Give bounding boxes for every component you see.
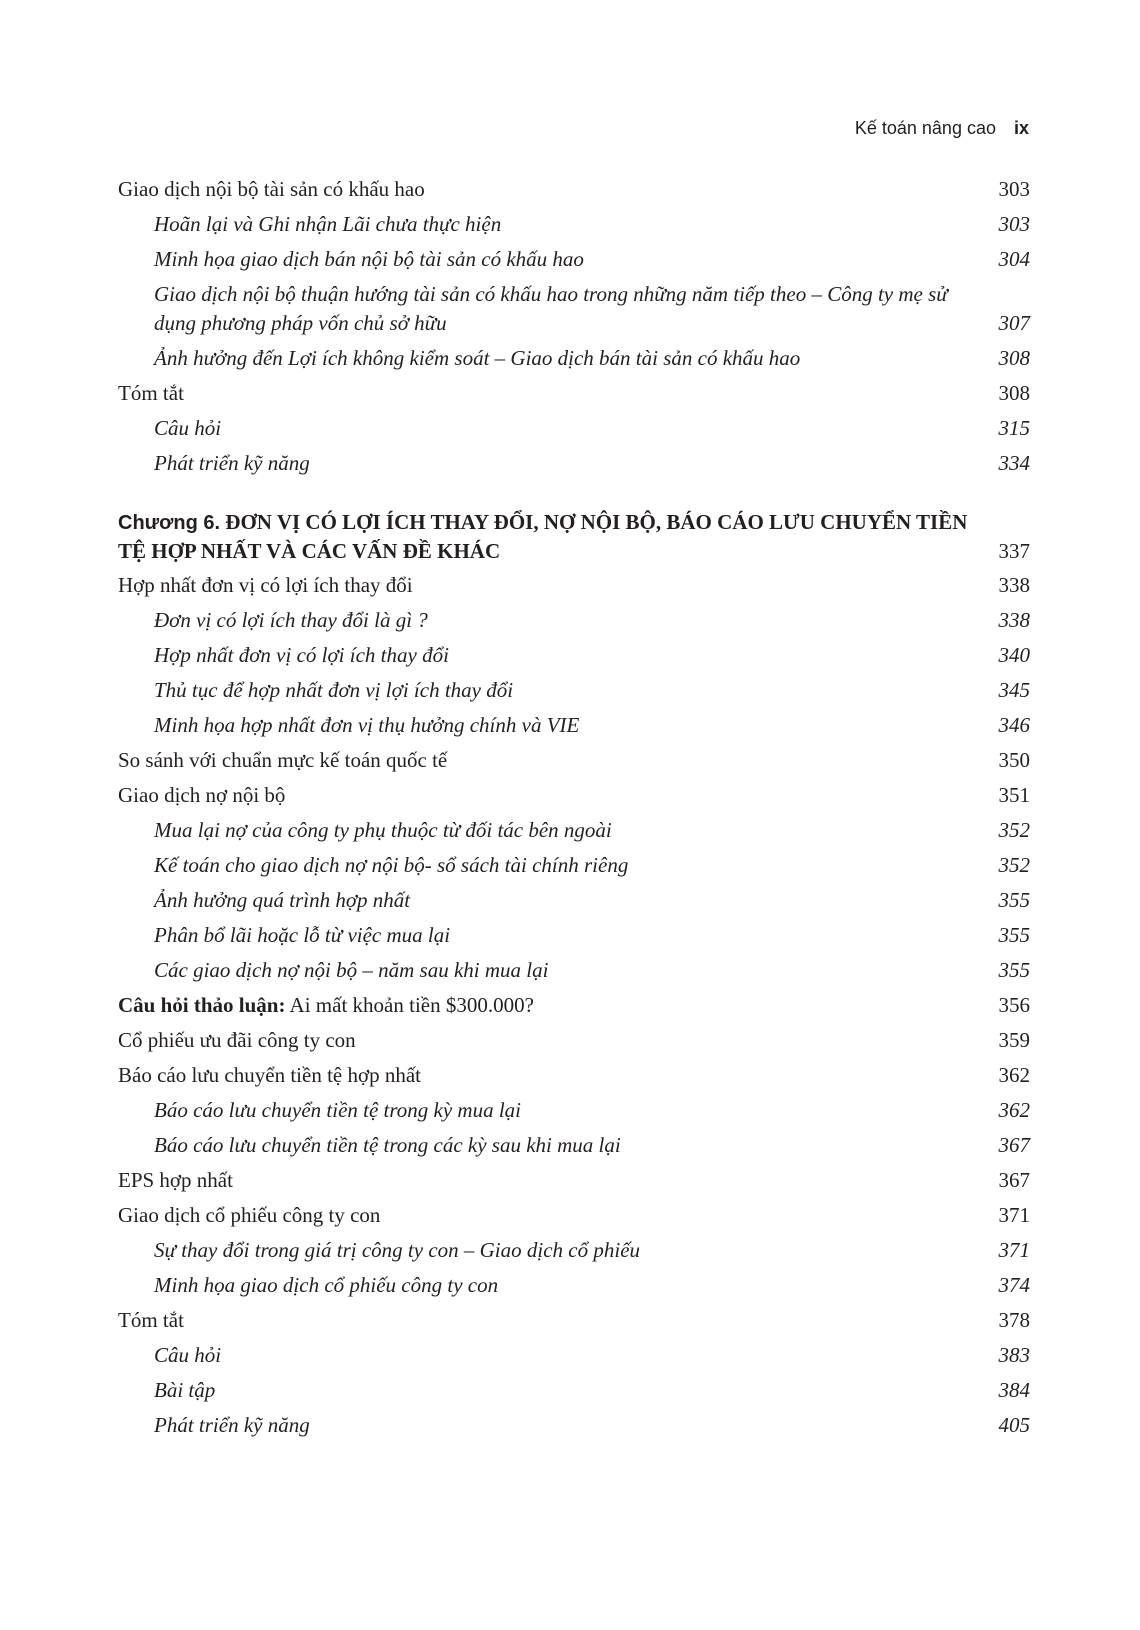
toc-entry-label: Câu hỏi [154,1343,222,1367]
toc-entry[interactable] [118,280,1030,338]
toc-section-continued [118,175,1030,478]
toc-entry-page-number: 338 [998,608,1030,632]
chapter-page-number: 337 [998,539,1030,563]
toc-entry[interactable] [118,1341,1030,1370]
toc-entry-page-number: 355 [998,958,1030,982]
toc-entry-label: Phát triển kỹ năng [154,451,310,475]
toc-entry[interactable] [118,711,1030,740]
toc-entry-label: Giao dịch nợ nội bộ [118,783,286,807]
toc-entry-page-number: 346 [998,713,1030,737]
toc-entry-label: Câu hỏi [154,416,222,440]
toc-entry-label: Báo cáo lưu chuyển tiền tệ trong các kỳ sau khi mua lại [154,1133,621,1157]
toc-entry-page-number: 371 [998,1238,1030,1262]
toc-entry-page-number: 351 [998,783,1030,807]
toc-entry-page-number: 303 [998,212,1030,236]
toc-entry[interactable] [118,210,1030,239]
toc-entry-bold-prefix: Câu hỏi thảo luận: [118,993,286,1017]
toc-entry[interactable] [118,641,1030,670]
toc-entry-page-number: 338 [998,573,1030,597]
toc-entry[interactable] [118,781,1030,810]
toc-entry[interactable] [118,816,1030,845]
table-of-contents [118,175,1030,1446]
book-title: Kế toán nâng cao [854,118,996,138]
toc-entry-label: So sánh với chuẩn mực kế toán quốc tế [118,748,448,772]
toc-entry-page-number: 367 [998,1133,1030,1157]
toc-entry[interactable] [118,1166,1030,1195]
toc-entry-label: Các giao dịch nợ nội bộ – năm sau khi mua lại [154,958,549,982]
toc-entry-page-number: 383 [998,1343,1030,1367]
toc-entry[interactable] [118,921,1030,950]
toc-entry[interactable] [118,1201,1030,1230]
toc-entry-page-number: 303 [998,177,1030,201]
toc-entry-page-number: 352 [998,853,1030,877]
toc-entry-page-number: 308 [998,381,1030,405]
toc-entry[interactable] [118,175,1030,204]
chapter-title [118,508,999,565]
toc-entry-label: Hoãn lại và Ghi nhận Lãi chưa thực hiện [154,212,502,236]
toc-entry[interactable] [118,1131,1030,1160]
toc-entry-page-number: 352 [998,818,1030,842]
toc-entry[interactable] [118,746,1030,775]
toc-entry[interactable] [118,886,1030,915]
toc-entry-label: Phát triển kỹ năng [154,1413,310,1437]
toc-entry-page-number: 362 [998,1098,1030,1122]
toc-entry-page-number: 371 [998,1203,1030,1227]
toc-chapter-entries [118,571,1030,1440]
toc-entry-page-number: 345 [998,678,1030,702]
toc-entry[interactable] [118,606,1030,635]
toc-entry-label: Minh họa giao dịch bán nội bộ tài sản có khấu hao [154,247,584,271]
toc-entry-label: Bài tập [154,1378,216,1402]
toc-entry-page-number: 367 [998,1168,1030,1192]
toc-entry-label: Sự thay đổi trong giá trị công ty con – Giao dịch cổ phiếu [154,1238,641,1262]
toc-entry[interactable] [118,245,1030,274]
page-number: ix [1013,118,1029,138]
toc-entry[interactable] [118,1096,1030,1125]
toc-entry[interactable] [118,1306,1030,1335]
toc-entry-label: Đơn vị có lợi ích thay đổi là gì ? [154,608,428,632]
toc-entry[interactable] [118,414,1030,443]
running-header [855,116,1029,140]
toc-entry[interactable] [118,449,1030,478]
toc-entry-label: Minh họa giao dịch cổ phiếu công ty con [154,1273,499,1297]
toc-entry-label: Thủ tục để hợp nhất đơn vị lợi ích thay đổi [154,678,514,702]
chapter-heading[interactable] [118,508,1030,565]
toc-entry-page-number: 356 [998,993,1030,1017]
toc-entry[interactable] [118,1271,1030,1300]
toc-entry-label: Hợp nhất đơn vị có lợi ích thay đổi [154,643,449,667]
toc-entry-label: Mua lại nợ của công ty phụ thuộc từ đối tác bên ngoài [154,818,612,842]
toc-entry-label: Minh họa hợp nhất đơn vị thụ hưởng chính và VIE [154,713,580,737]
toc-entry-label: Phân bổ lãi hoặc lỗ từ việc mua lại [154,923,451,947]
toc-entry[interactable] [118,379,1030,408]
toc-entry-label: Kế toán cho giao dịch nợ nội bộ- sổ sách tài chính riêng [154,853,629,877]
toc-entry-page-number: 355 [998,923,1030,947]
toc-entry-label: Báo cáo lưu chuyển tiền tệ hợp nhất [118,1063,421,1087]
toc-entry-label: Giao dịch nội bộ thuận hướng tài sản có khấu hao trong những năm tiếp theo – Công ty mẹ sử dụng phương pháp vốn chủ sở hữu [154,282,948,335]
toc-entry-page-number: 362 [998,1063,1030,1087]
toc-entry[interactable] [118,956,1030,985]
toc-entry-page-number: 355 [998,888,1030,912]
toc-entry-page-number: 378 [998,1308,1030,1332]
toc-entry-page-number: 359 [998,1028,1030,1052]
toc-entry[interactable] [118,344,1030,373]
toc-entry-label: Ảnh hưởng đến Lợi ích không kiểm soát – Giao dịch bán tài sản có khấu hao [154,346,801,370]
chapter-name: ĐƠN VỊ CÓ LỢI ÍCH THAY ĐỔI, NỢ NỘI BỘ, BÁO CÁO LƯU CHUYỂN TIỀN TỆ HỢP NHẤT VÀ CÁC VẤN ĐỀ KHÁC [118,510,968,563]
toc-entry-page-number: 384 [998,1378,1030,1402]
toc-entry[interactable] [118,851,1030,880]
toc-entry[interactable] [118,991,1030,1020]
toc-entry-label: Câu hỏi thảo luận: Ai mất khoản tiền $300.000? [118,993,534,1017]
toc-entry[interactable] [118,676,1030,705]
toc-entry-page-number: 340 [998,643,1030,667]
toc-entry-page-number: 334 [998,451,1030,475]
toc-entry-label: Cổ phiếu ưu đãi công ty con [118,1028,356,1052]
toc-entry-page-number: 374 [998,1273,1030,1297]
toc-entry[interactable] [118,1236,1030,1265]
chapter-prefix: Chương 6. [118,512,221,534]
toc-entry-label: EPS hợp nhất [118,1168,233,1192]
toc-entry-page-number: 405 [998,1413,1030,1437]
toc-entry-page-number: 315 [998,416,1030,440]
toc-entry[interactable] [118,1061,1030,1090]
toc-entry-page-number: 350 [998,748,1030,772]
toc-entry-label: Tóm tắt [118,1308,184,1332]
toc-entry-label: Giao dịch cổ phiếu công ty con [118,1203,381,1227]
toc-entry-label: Tóm tắt [118,381,184,405]
toc-entry[interactable] [118,1026,1030,1055]
toc-entry[interactable] [118,571,1030,600]
toc-entry-label: Báo cáo lưu chuyển tiền tệ trong kỳ mua lại [154,1098,521,1122]
toc-entry-page-number: 304 [998,247,1030,271]
toc-entry-label: Giao dịch nội bộ tài sản có khấu hao [118,177,425,201]
toc-entry[interactable] [118,1411,1030,1440]
toc-entry-page-number: 307 [998,311,1030,335]
toc-entry-label: Ảnh hưởng quá trình hợp nhất [154,888,411,912]
toc-entry[interactable] [118,1376,1030,1405]
toc-entry-label: Hợp nhất đơn vị có lợi ích thay đổi [118,573,413,597]
toc-entry-page-number: 308 [998,346,1030,370]
